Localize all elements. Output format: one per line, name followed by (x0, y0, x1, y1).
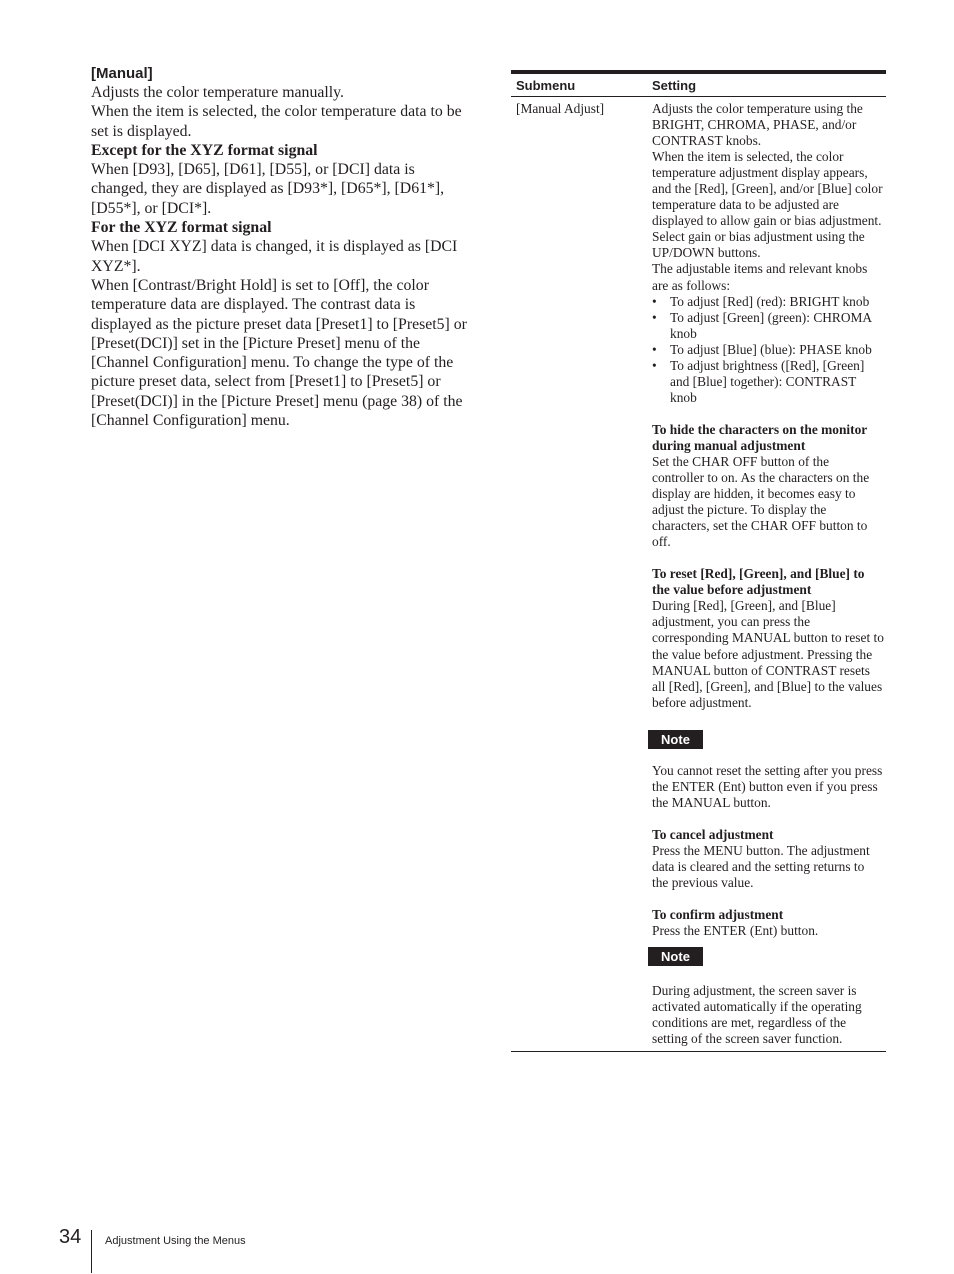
non-xyz-text: When [D93], [D65], [D61], [D55], or [DCI] data is changed, they are displayed as [D93*], [D65*], [D61*], [D55*], or [DCI*]. (91, 161, 445, 217)
list-item (652, 342, 884, 358)
note-2 (652, 939, 884, 983)
subheading-xyz: For the XYZ format signal (91, 219, 272, 237)
hide-chars-title: To hide the characters on the monitor during manual adjustment (652, 421, 867, 453)
confirm-body: Press the ENTER (Ent) button. (652, 923, 819, 939)
setting-intro-2: When the item is selected, the color temperature adjustment display appears, and the [Red], [Green], and/or [Blue] color temperature data to be adjusted are displayed to allow gain or bias adjustment. Select gain or bias adjustment using the UP/DOWN buttons. (652, 149, 883, 261)
footer-section-title: Adjustment Using the Menus (105, 1235, 246, 1247)
list-item (652, 358, 884, 406)
xyz-text: When [DCI XYZ] data is changed, it is displayed as [DCI XYZ*]. (91, 238, 458, 275)
header-setting: Setting (652, 78, 697, 93)
contrast-hold-text: When [Contrast/Bright Hold] is set to [Off], the color temperature data are displayed. The contrast data is displayed as the picture preset data [Preset1] to [Preset5] or [Preset(DCI)] set in the [Picture Preset] menu of the [Channel Configuration] menu. To change the type of the picture preset data, select from [Preset1] to [Preset5] or [Preset(DCI)] in the [Picture Preset] menu (page 38) of the [Channel Configuration] menu. (91, 276, 467, 430)
note-badge: Note (648, 730, 703, 749)
list-item (652, 294, 884, 310)
reset-body: During [Red], [Green], and [Blue] adjustment, you can press the corresponding MANUAL button to reset to the value before adjustment. Pressing the MANUAL button of CONTRAST resets all [Red], [Green], and [Blue] to the values before adjustment. (652, 598, 884, 710)
table-row (511, 97, 886, 1052)
list-item-text: To adjust [Blue] (blue): PHASE knob (670, 341, 872, 357)
subheading-non-xyz: Except for the XYZ format signal (91, 141, 318, 159)
settings-table (511, 70, 886, 1052)
knob-list (652, 294, 884, 406)
note-badge: Note (648, 947, 703, 966)
bullet-icon: • (652, 309, 657, 325)
list-item-text: To adjust [Green] (green): CHROMA knob (670, 309, 872, 341)
selected-text: When the item is selected, the color temperature data to be set is displayed. (91, 103, 462, 140)
table-header (511, 74, 886, 97)
cancel-title: To cancel adjustment (652, 826, 774, 842)
list-item-text: To adjust [Red] (red): BRIGHT knob (670, 293, 870, 309)
bullet-icon: • (652, 293, 657, 309)
list-item (652, 310, 884, 342)
footer-divider (91, 1230, 92, 1273)
reset-title: To reset [Red], [Green], and [Blue] to the value before adjustment (652, 566, 865, 598)
intro-text: Adjusts the color temperature manually. (91, 84, 344, 101)
row-submenu: [Manual Adjust] (516, 101, 605, 116)
page-number: 34 (59, 1226, 82, 1248)
left-column (91, 64, 469, 430)
list-item-text: To adjust brightness ([Red], [Green] and [Blue] together): CONTRAST knob (670, 357, 865, 405)
row-setting (652, 101, 884, 1047)
note-1 (652, 727, 884, 763)
note-2-text: During adjustment, the screen saver is activated automatically if the operating conditions are met, regardless of the setting of the screen saver function. (652, 983, 862, 1047)
hide-chars-body: Set the CHAR OFF button of the controller to on. As the characters on the display are hidden, it becomes easy to adjust the picture. To display the characters, set the CHAR OFF button to off. (652, 453, 870, 550)
header-submenu: Submenu (516, 78, 576, 93)
cancel-body: Press the MENU button. The adjustment data is cleared and the setting returns to the previous value. (652, 842, 870, 890)
section-heading: [Manual] (91, 65, 153, 82)
setting-intro-1: Adjusts the color temperature using the BRIGHT, CHROMA, PHASE, and/or CONTRAST knobs. (652, 101, 863, 149)
confirm-title: To confirm adjustment (652, 907, 784, 923)
bullet-icon: • (652, 341, 657, 357)
note-1-text: You cannot reset the setting after you press the ENTER (Ent) button even if you press the MANUAL button. (652, 762, 883, 810)
setting-intro-3: The adjustable items and relevant knobs are as follows: (652, 261, 868, 293)
bullet-icon: • (652, 357, 657, 373)
